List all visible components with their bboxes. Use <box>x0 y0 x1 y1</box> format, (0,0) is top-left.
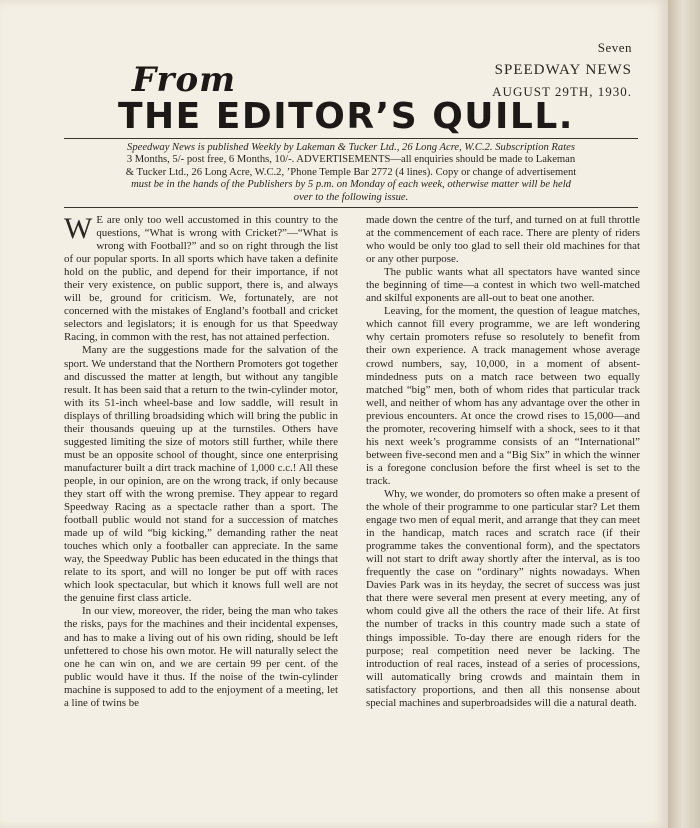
imprint-box <box>64 138 638 208</box>
page-title: THE EDITOR’S QUILL. <box>118 96 574 137</box>
article-paragraph: Many are the suggestions made for the salvation of the sport. We understand that the Northern Promoters got together and discussed the matter at length, but without any tangible result. It has been said that a return to the twin-cylinder motor, with its 51-inch wheel-base and low saddle, will result in displays of thrilling broadsiding which will bring the public in their thousands queuing up at the turnstiles. Others have suggested limiting the size of motors still further, while there must be an opposite school of thought, since one enterprising manufacturer built a dirt track machine of 1,000 c.c.! All these people, in our opinion, are on the wrong track, if only because they start off with the wrong premise. They appear to regard Speedway Racing as a spectacle rather than a sport. The football public would not stand for a succession of matches made up of wild “big kicking,” demanding rather the neat touches which only a footballer can appreciate. In the same way, the Speedway Public has been educated in the things that relate to its sport, and will no longer be put off with races which look spectacular, but which it knows full well are not the genuine first class article. <box>64 344 338 605</box>
binding-spine <box>668 0 700 828</box>
article-paragraph: made down the centre of the turf, and turned on at full throttle at the commencement of each race. There are plenty of riders who would be only too glad to sell their old machines for that or any other purpose. <box>366 214 640 266</box>
title-from: From <box>132 60 237 100</box>
imprint-line: & Tucker Ltd., 26 Long Acre, W.C.2, ’Phone Temple Bar 2772 (4 lines). Copy or change of advertisement <box>125 166 577 178</box>
article-paragraph <box>64 214 338 344</box>
drop-cap: W <box>64 212 93 245</box>
article-paragraph: The public wants what all spectators have wanted since the beginning of time—a contest in which two well-matched and skilful exponents are all-out to beat one another. <box>366 266 640 305</box>
imprint-line: must be in the hands of the Publishers by 5 p.m. on Monday of each week, otherwise matter will be held <box>131 179 571 191</box>
imprint-line: over to the following issue. <box>293 191 409 203</box>
article-paragraph: Why, we wonder, do promoters so often make a present of the whole of their programme to one particular star? Let them engage two men of equal merit, and arrange that they can meet in the handicap, match races and scratch race (if their programme takes the conventional form), and the spectators will not start to drift away shortly after the interval, as is too frequently the case on “ordinary” nights nowadays. When Davies Park was in its heyday, the secret of success was just that there were several men present at every meeting, any of whom could give all the others the race of their life. At first the number of tracks in this country made such a state of things impossible. To-day there are enough riders for the purpose; real competition need never be lacking. The introduction of real races, instead of a series of processions, will automatically bring crowds and maintain them in satisfactory proportions, and then all this nonsense about special machines and superbroadsides will die a natural death. <box>366 487 640 709</box>
article-column-left <box>64 214 338 710</box>
publication-name: SPEEDWAY NEWS <box>494 62 632 78</box>
imprint-line: Speedway News is published Weekly by Lakeman & Tucker Ltd., 26 Long Acre, W.C.2. Subscription Rates <box>127 142 575 153</box>
article-paragraph: Leaving, for the moment, the question of league matches, which cannot fill every programme, we are left wondering why certain promoters refuse so resolutely to benefit from their own experience. A track management whose average crowd numbers, say, 10,000, in a moment of absent-mindedness puts on a match race between two equally matched “big” men, both of whom rides that particular track well, and neither of whom has any advantage over the other in previous encounters. At once the crowd rises to 15,000—and the promoter, recovering himself with a shock, sees to it that his next week’s programme consists of an “International” between five-second men and a “Big Six” in which the winner is a foregone conclusion before the first wheel is set to the track. <box>366 305 640 487</box>
paragraph-text: E are only too well accustomed in this country to the questions, “What is wrong with Cricket?”—“What is wrong with Football?” and so on right through the list of our popular sports. In all sports which have taken a definite hold on the public, and depend for their importance, if not their very existence, on public support, there is, and always will be, ground for criticism. We, fortunately, are not concerned with the mistakes of England’s football and cricket selectors and legislators; it is enough for us that Speedway Racing, in common with the rest, has not attained perfection. <box>64 214 338 344</box>
page-number: Seven <box>597 40 632 55</box>
imprint-line: 3 Months, 5/- post free, 6 Months, 10/-. ADVERTISEMENTS—all enquiries should be made to Lakeman <box>126 154 576 166</box>
article-paragraph: In our view, moreover, the rider, being the man who takes the risks, pays for the machines and their incidental expenses, and has to make a living out of his own riding, should be left unfettered to chose his own motor. He will naturally select the one he can win on, and we are certain 99 per cent. of the public would have it thus. If the noise of the twin-cylinder machine is supposed to add to the enjoyment of a meeting, let a line of twins be <box>64 605 338 709</box>
publication-date: AUGUST 29TH, 1930. <box>492 84 632 99</box>
article-column-right <box>366 214 640 710</box>
article-body <box>64 214 638 814</box>
